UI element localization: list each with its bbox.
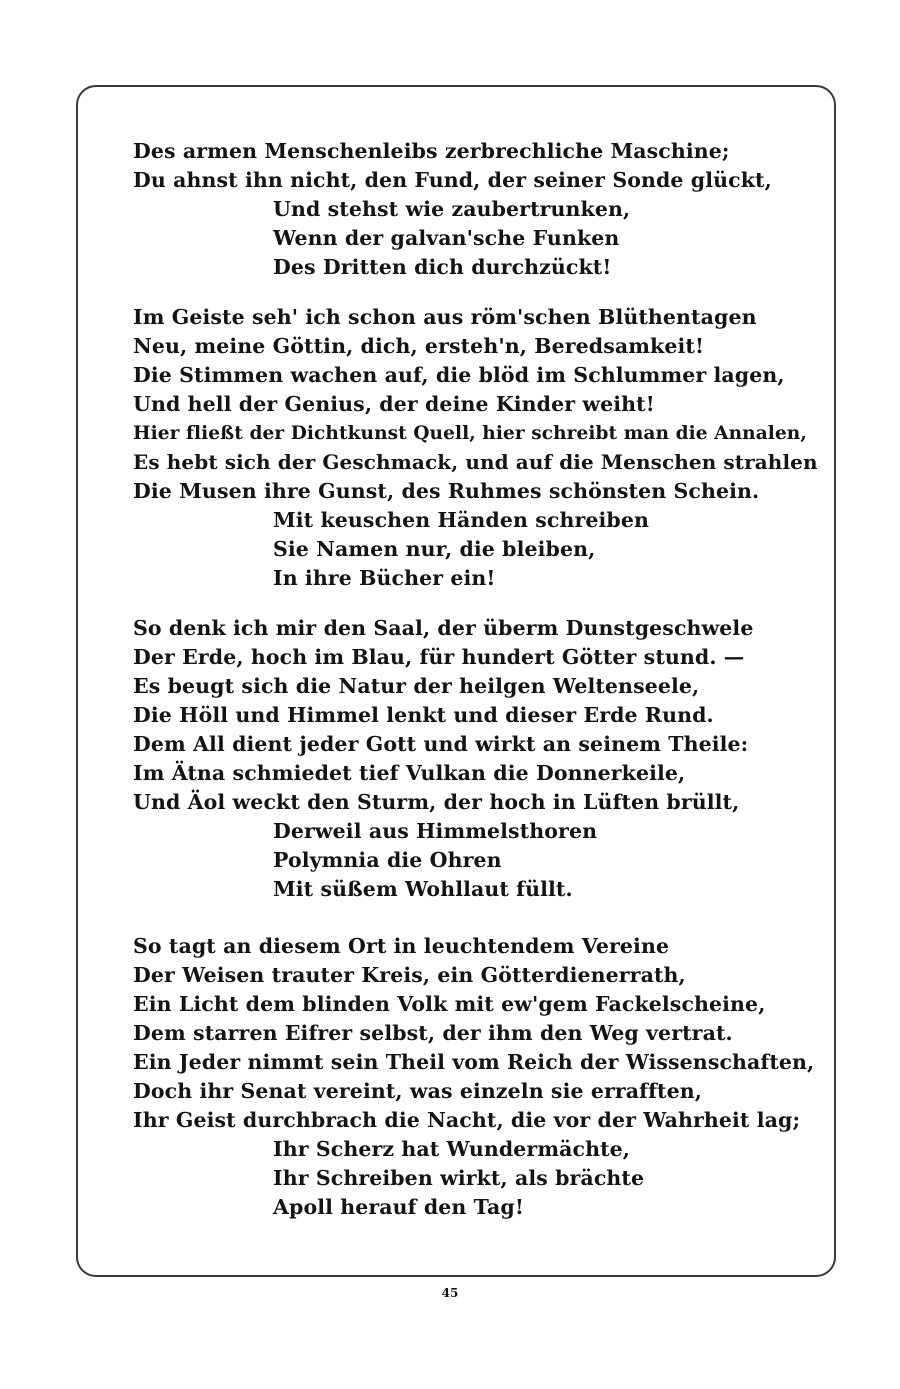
poem-line: Ihr Schreiben wirkt, als brächte [273, 1166, 645, 1190]
poem-line: Des Dritten dich durchzückt! [273, 255, 612, 279]
poem-line: Apoll herauf den Tag! [273, 1195, 524, 1219]
page-number: 45 [441, 1286, 459, 1300]
poem-line: So denk ich mir den Saal, der überm Dunstgeschwele [133, 616, 754, 640]
poem-line: Im Ätna schmiedet tief Vulkan die Donnerkeile, [133, 761, 686, 785]
poem-line: Ein Licht dem blinden Volk mit ew'gem Fackelscheine, [133, 992, 766, 1016]
poem-line: Derweil aus Himmelsthoren [273, 819, 598, 843]
poem-body [133, 137, 823, 1243]
poem-line: Es hebt sich der Geschmack, und auf die Menschen strahlen [133, 450, 818, 474]
poem-line: Ihr Scherz hat Wundermächte, [273, 1137, 631, 1161]
poem-line: Und stehst wie zaubertrunken, [273, 197, 631, 221]
poem-line: Ihr Geist durchbrach die Nacht, die vor der Wahrheit lag; [133, 1108, 801, 1132]
poem-line: Des armen Menschenleibs zerbrechliche Maschine; [133, 139, 730, 163]
poem-line: Der Erde, hoch im Blau, für hundert Götter stund. — [133, 645, 745, 669]
poem-line: Du ahnst ihn nicht, den Fund, der seiner Sonde glückt, [133, 168, 772, 192]
stanza [133, 303, 823, 593]
poem-line: Wenn der galvan'sche Funken [273, 226, 620, 250]
poem-line: Mit süßem Wohllaut füllt. [273, 877, 573, 901]
poem-line: Dem All dient jeder Gott und wirkt an seinem Theile: [133, 732, 749, 756]
poem-line: Der Weisen trauter Kreis, ein Götterdienerrath, [133, 963, 686, 987]
poem-line: Und hell der Genius, der deine Kinder weiht! [133, 392, 655, 416]
poem-line: Und Äol weckt den Sturm, der hoch in Lüften brüllt, [133, 790, 740, 814]
stanza [133, 932, 823, 1222]
poem-line: Sie Namen nur, die bleiben, [273, 537, 596, 561]
stanza [133, 137, 823, 282]
poem-line: Die Höll und Himmel lenkt und dieser Erde Rund. [133, 703, 714, 727]
poem-line: Hier fließt der Dichtkunst Quell, hier schreibt man die Annalen, [133, 423, 807, 444]
poem-line: Neu, meine Göttin, dich, ersteh'n, Beredsamkeit! [133, 334, 705, 358]
poem-line: Ein Jeder nimmt sein Theil vom Reich der Wissenschaften, [133, 1050, 815, 1074]
poem-line: Doch ihr Senat vereint, was einzeln sie errafften, [133, 1079, 702, 1103]
poem-line: Es beugt sich die Natur der heilgen Weltenseele, [133, 674, 700, 698]
poem-line: Die Stimmen wachen auf, die blöd im Schlummer lagen, [133, 363, 785, 387]
poem-line: So tagt an diesem Ort in leuchtendem Vereine [133, 934, 670, 958]
poem-line: Dem starren Eifrer selbst, der ihm den Weg vertrat. [133, 1021, 733, 1045]
poem-line: Mit keuschen Händen schreiben [273, 508, 649, 532]
poem-line: Im Geiste seh' ich schon aus röm'schen Blüthentagen [133, 305, 757, 329]
poem-line: In ihre Bücher ein! [273, 566, 496, 590]
stanza [133, 614, 823, 904]
poem-line: Die Musen ihre Gunst, des Ruhmes schönsten Schein. [133, 479, 760, 503]
poem-line: Polymnia die Ohren [273, 848, 502, 872]
